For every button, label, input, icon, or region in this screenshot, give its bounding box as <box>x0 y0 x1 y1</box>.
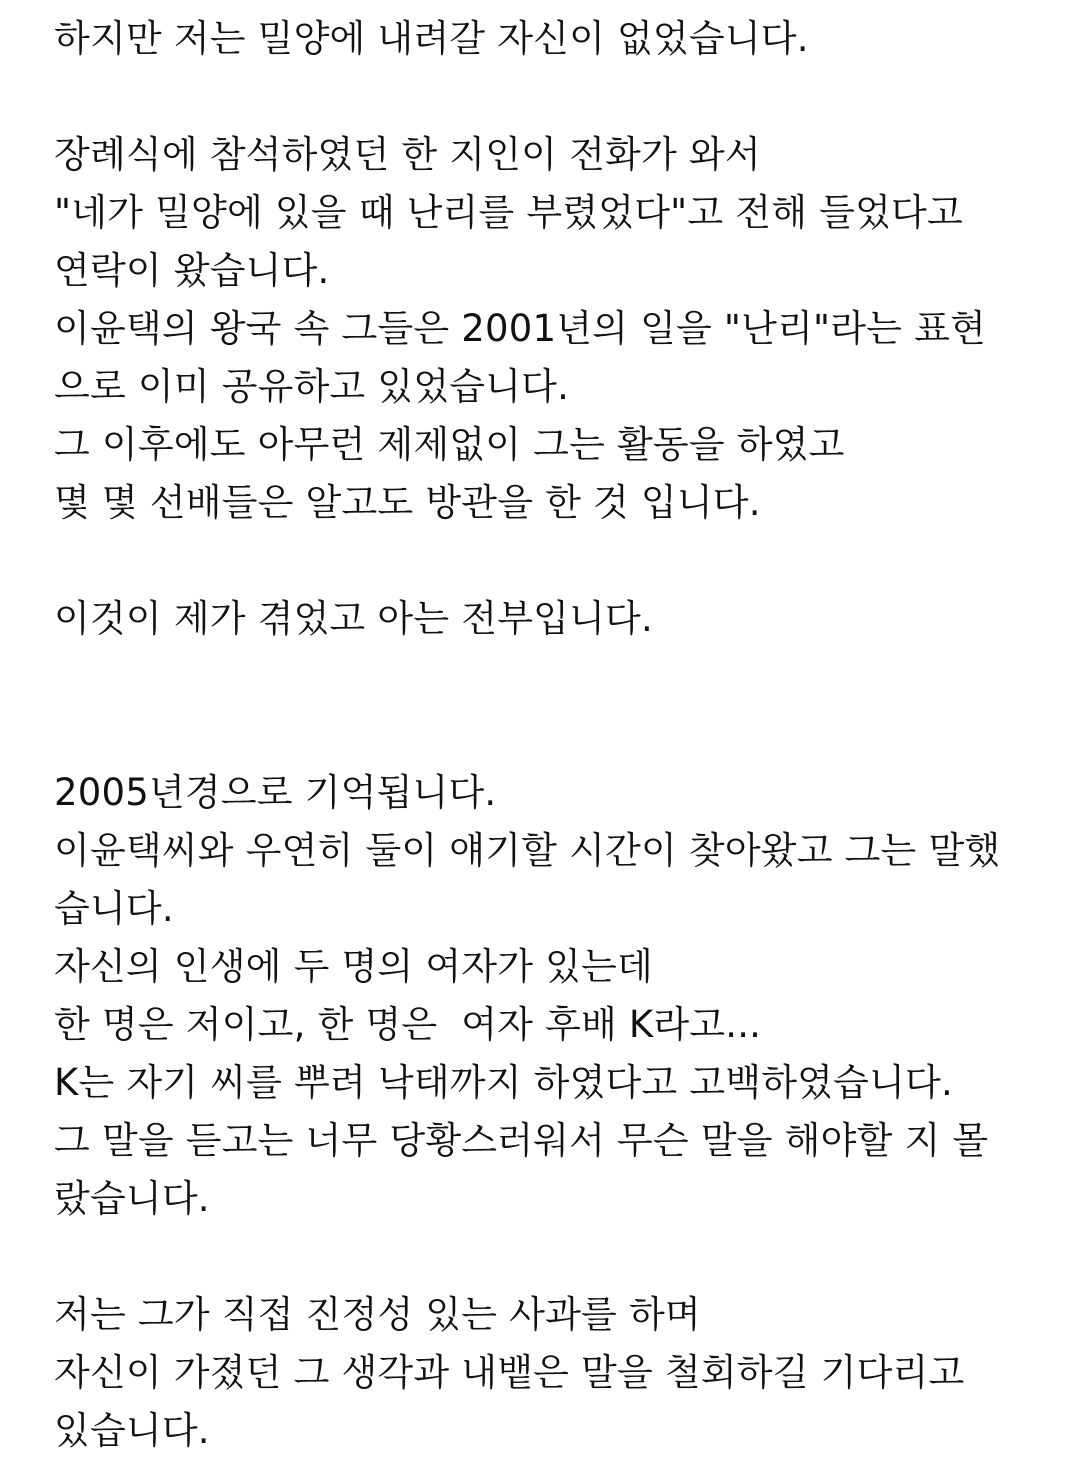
text-line: 장례식에 참석하였던 한 지인이 전화가 와서 <box>54 133 761 176</box>
text-line: 한 명은 저이고, 한 명은 여자 후배 K라고... <box>54 1003 762 1046</box>
text-line: 하지만 저는 밀양에 내려갈 자신이 없었습니다. <box>54 17 809 60</box>
text-line: 있습니다. <box>54 1409 210 1452</box>
text-line: 랐습니다. <box>54 1177 210 1220</box>
text-line: 몇 몇 선배들은 알고도 방관을 한 것 입니다. <box>54 481 761 524</box>
text-line: 자신의 인생에 두 명의 여자가 있는데 <box>54 945 653 988</box>
blank-line <box>54 532 1064 590</box>
text-line: 으로 이미 공유하고 있었습니다. <box>54 365 570 408</box>
blank-line <box>54 68 1064 126</box>
text-line: 저는 그가 직접 진정성 있는 사과를 하며 <box>54 1293 701 1336</box>
blank-line <box>54 648 1064 706</box>
text-line: 2005년경으로 기억됩니다. <box>54 771 497 814</box>
text-line: 이윤택의 왕국 속 그들은 2001년의 일을 "난리"라는 표현 <box>54 307 986 350</box>
document-text <box>54 10 1064 1460</box>
text-line: 그 말을 듣고는 너무 당황스러워서 무슨 말을 해야할 지 몰 <box>54 1119 989 1162</box>
text-line: 자신이 가졌던 그 생각과 내뱉은 말을 철회하길 기다리고 <box>54 1351 965 1394</box>
text-line: K는 자기 씨를 뿌려 낙태까지 하였다고 고백하였습니다. <box>54 1061 953 1104</box>
text-line: 이것이 제가 겪었고 아는 전부입니다. <box>54 597 653 640</box>
text-line: 그 이후에도 아무런 제제없이 그는 활동을 하였고 <box>54 423 845 466</box>
blank-line <box>54 1228 1064 1286</box>
text-line: 연락이 왔습니다. <box>54 249 330 292</box>
text-line: 이윤택씨와 우연히 둘이 얘기할 시간이 찾아왔고 그는 말했 <box>54 829 1001 872</box>
text-line: 습니다. <box>54 887 174 930</box>
text-line: "네가 밀양에 있을 때 난리를 부렸었다"고 전해 들었다고 <box>54 191 963 234</box>
blank-line <box>54 706 1064 764</box>
